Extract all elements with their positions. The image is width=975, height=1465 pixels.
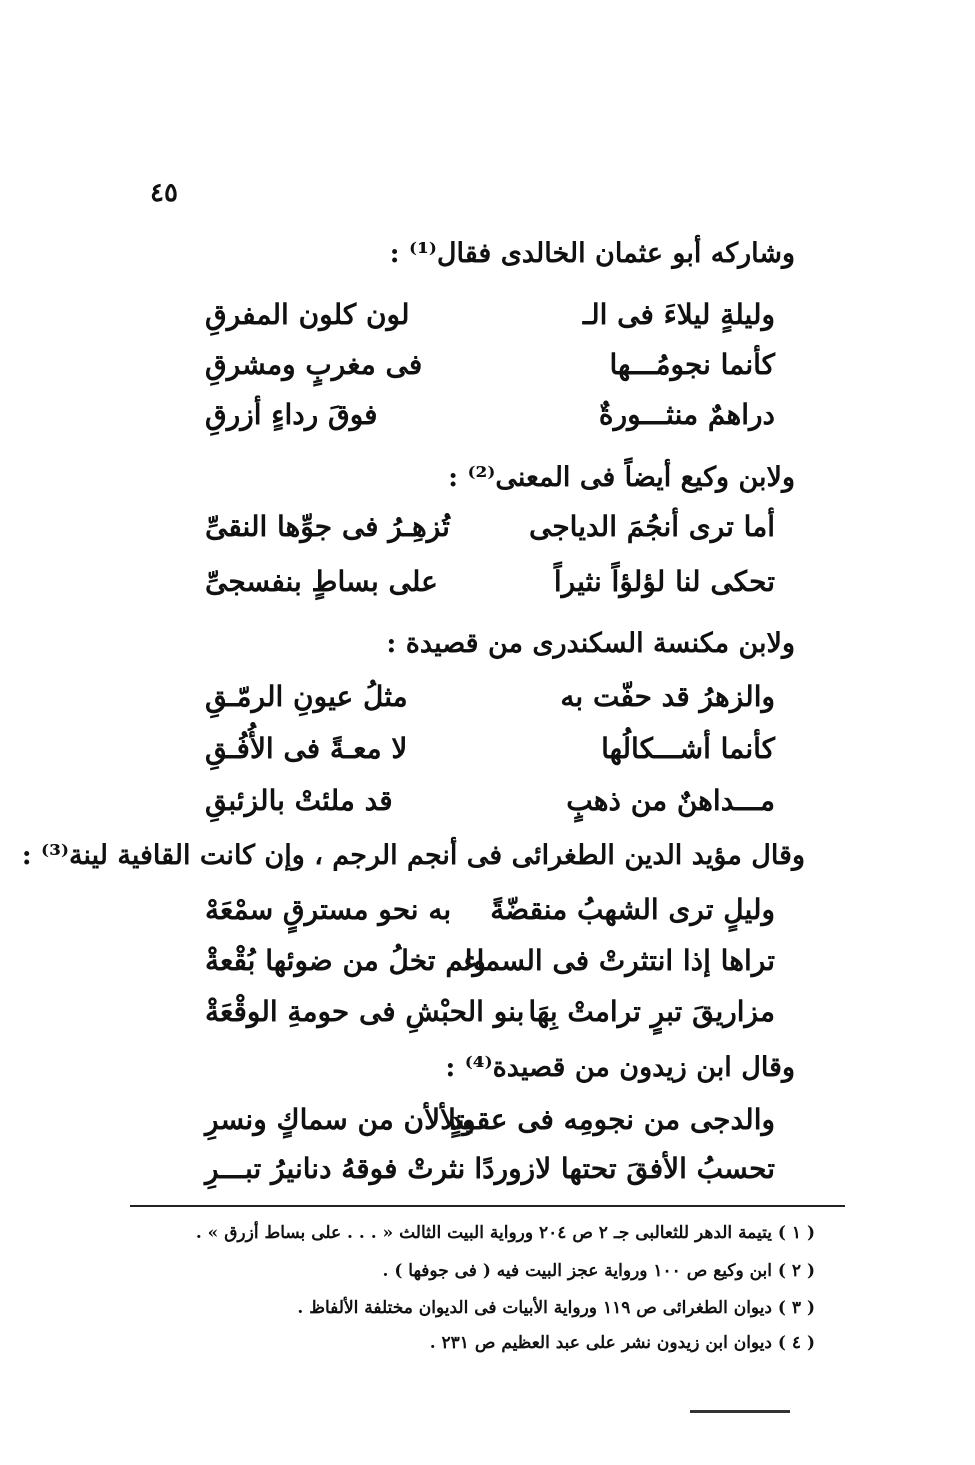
footnote: ( ٢ ) ابن وكيع ص ١٠٠ ورواية عجز البيت فيه ( فى جوفها ) . [382,1261,815,1281]
page-bottom-mark [690,1410,790,1413]
verse-second-hemistich: لون كلون المفرقِ [205,298,410,331]
verse-first-hemistich: مـــداهنٌ من ذهبٍ [566,784,775,817]
verse-line [205,944,775,988]
verse-second-hemistich: يتلألأن من سماكٍ ونسرِ [205,1103,474,1136]
verse-line [205,995,775,1039]
verse-second-hemistich: على بساطٍ بنفسجىِّ [205,565,438,598]
section-intro: ولابن وكيع أيضاً فى المعنى⁽²⁾ : [448,462,795,493]
verse-line [205,398,775,442]
section-intro: ولابن مكنسة السكندرى من قصيدة : [386,628,795,659]
verse-second-hemistich: بنو الحبْشِ فى حومةِ الوقْعَةْ [205,995,525,1028]
verse-second-hemistich: فوقَ رداءٍ أزرقِ [205,398,378,431]
verse-second-hemistich: نثرتْ فوقهُ دنانيرُ تبـــرِ [205,1152,466,1185]
verse-first-hemistich: والزهرُ قد حفّت به [560,680,775,713]
footnote: ( ١ ) يتيمة الدهر للثعالبى جـ ٢ ص ٢٠٤ ورواية البيت الثالث « . . . على بساط أزرق » . [195,1223,815,1243]
verse-line [205,510,775,554]
verse-second-hemistich: ولم تخلُ من ضوئها بُقْعةْ [205,944,487,977]
section-intro: وقال مؤيد الدين الطغرائى فى أنجم الرجم ، وإن كانت القافية لينة⁽³⁾ : [21,840,805,871]
verse-second-hemistich: به نحو مسترقٍ سمْعَهْ [205,893,452,926]
verse-line [205,732,775,776]
verse-first-hemistich: كأنما أشـــكالُها [601,732,775,765]
footnote-separator [130,1205,845,1207]
page-number: ٤٥ [150,178,178,208]
verse-first-hemistich: والدجى من نجومِه فى عقودٍ [449,1103,775,1136]
verse-first-hemistich: مزاريقَ تبرٍ ترامتْ بِهَا [528,995,775,1028]
verse-line [205,893,775,937]
verse-first-hemistich: تحسبُ الأفقَ تحتها لازوردًا [474,1152,775,1185]
verse-second-hemistich: لا معـةً فى الأُفُـقِ [205,732,408,765]
verse-first-hemistich: تحكى لنا لؤلؤاً نثيراً [553,565,775,598]
verse-line [205,565,775,609]
section-intro: وشاركه أبو عثمان الخالدى فقال⁽¹⁾ : [389,238,795,269]
verse-line [205,784,775,828]
verse-first-hemistich: وليلةٍ ليلاءَ فى الـ [582,298,775,331]
verse-line [205,1152,775,1196]
verse-second-hemistich: قد ملئتْ بالزئبقِ [205,784,393,817]
verse-line [205,348,775,392]
verse-line [205,680,775,724]
verse-first-hemistich: أما ترى أنجُمَ الدياجى [529,510,775,543]
verse-line [205,1103,775,1147]
verse-first-hemistich: كأنما نجومُـــها [609,348,775,381]
verse-second-hemistich: تُزهِـرُ فى جوِّها النقىِّ [205,510,450,543]
verse-first-hemistich: تراها إذا انتثرتْ فى السماء [463,944,775,977]
footnote: ( ٤ ) ديوان ابن زيدون نشر على عبد العظيم ص ٢٣١ . [429,1333,815,1353]
verse-second-hemistich: مثلُ عيونِ الرمّـقِ [205,680,408,713]
verse-line [205,298,775,342]
verse-first-hemistich: وليلٍ ترى الشهبُ منقضّةً [490,893,775,926]
footnote: ( ٣ ) ديوان الطغرائى ص ١١٩ ورواية الأبيات فى الديوان مختلفة الألفاظ . [297,1298,815,1318]
verse-first-hemistich: دراهمٌ منثـــورةٌ [598,398,775,431]
verse-second-hemistich: فى مغربٍ ومشرقِ [205,348,423,381]
section-intro: وقال ابن زيدون من قصيدة⁽⁴⁾ : [445,1052,795,1083]
